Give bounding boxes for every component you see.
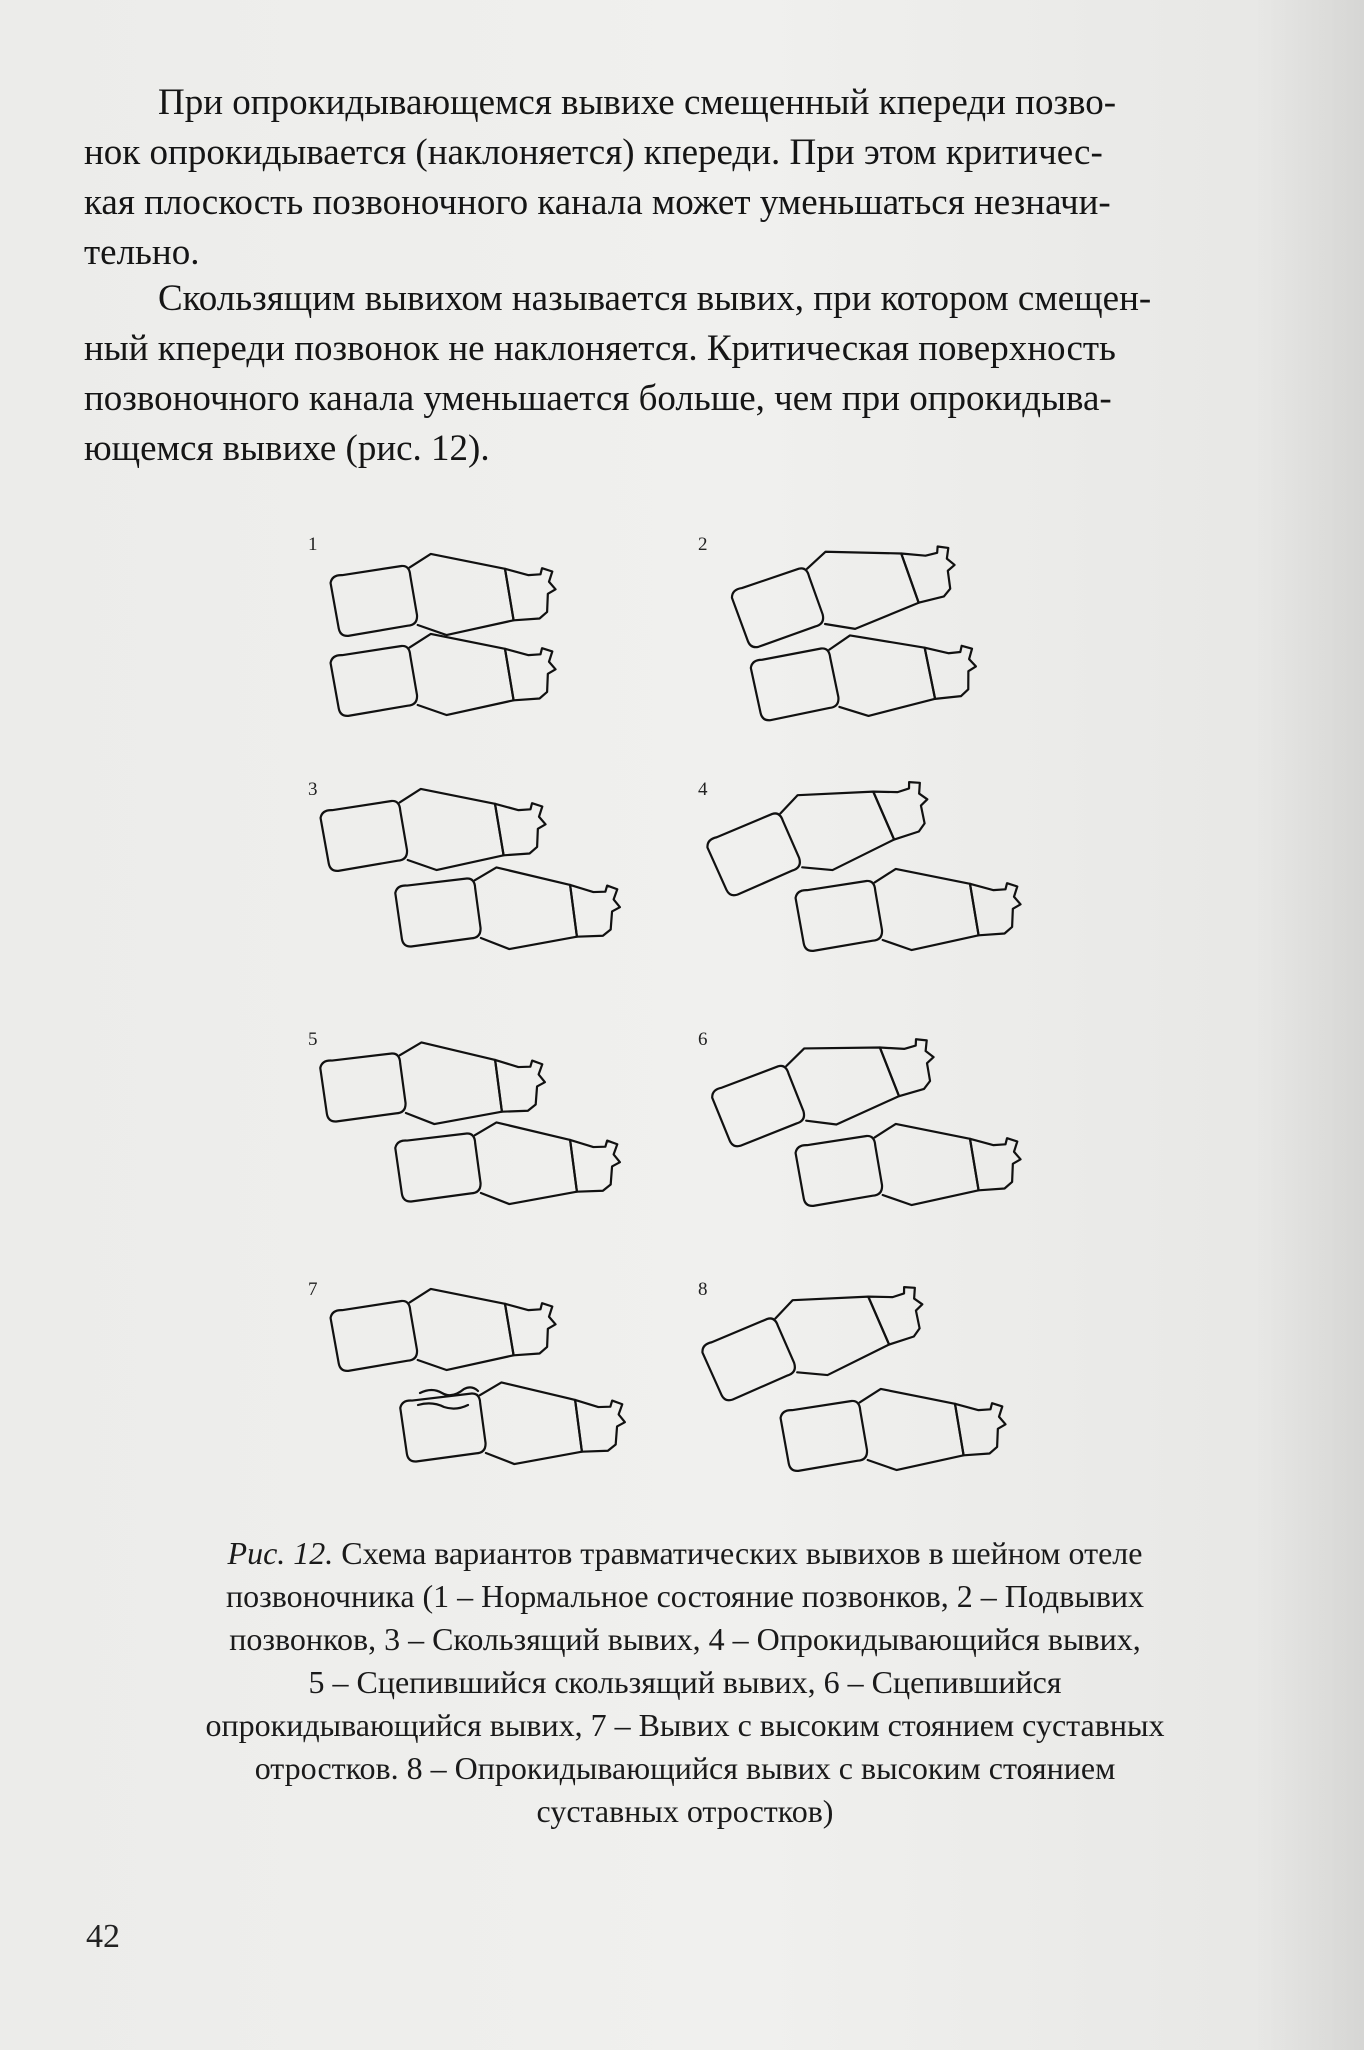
text-line: ный кпереди позвонок не наклоняется. Критическая поверхность (84, 328, 1116, 369)
figure-12-dislocation-diagram (300, 520, 1100, 1510)
vertebra-outline (794, 860, 1023, 957)
figure-panel-6 (698, 1015, 1023, 1213)
panel-label: 3 (308, 779, 318, 800)
text-line: нок опрокидывается (наклоняется) кпереди. При этом критичес- (84, 132, 1103, 173)
vertebra-outline (329, 545, 558, 642)
text-line: Скользящим вывихом называется вывих, при котором смещен- (158, 278, 1152, 319)
figure-panel-3 (308, 779, 621, 953)
caption-text: Схема вариантов травматических вывихов в шейном отеле (333, 1535, 1143, 1571)
text-line: позвоночного канала уменьшается больше, чем при опрокидыва- (84, 378, 1112, 419)
vertebra-outline (696, 1262, 934, 1409)
caption-line: позвонков, 3 – Скользящий вывих, 4 – Опрокидывающийся вывих, (229, 1621, 1141, 1657)
vertebra-outline (706, 1015, 944, 1156)
vertebra-outline (395, 863, 622, 953)
text-line: тельно. (84, 232, 200, 273)
figure-panel-4 (698, 757, 1023, 957)
panel-label: 1 (308, 534, 318, 555)
figure-panel-2 (698, 522, 980, 727)
vertebra-outline (329, 1280, 558, 1377)
text-line: При опрокидывающемся вывихе смещенный кпереди позво- (158, 82, 1117, 123)
caption-line: опрокидывающийся вывих, 7 – Вывих с высоким стоянием суставных (205, 1707, 1165, 1743)
figure-reference: Рис. 12. (227, 1535, 334, 1571)
panel-label: 6 (698, 1029, 708, 1050)
figure-panel-5 (308, 1029, 621, 1208)
figure-panel-8 (696, 1262, 1009, 1477)
vertebra-outline (319, 780, 548, 877)
page-number: 42 (86, 1918, 120, 1955)
vertebra-outline (329, 625, 558, 722)
figure-panel-1 (308, 534, 558, 723)
vertebra-outline (400, 1378, 627, 1468)
vertebra-outline (727, 522, 964, 656)
caption-line (110, 1532, 1260, 1575)
caption-line: суставных отростков) (536, 1793, 834, 1829)
vertebra-outline (794, 1115, 1023, 1212)
paragraph-sliding-dislocation (84, 274, 1280, 474)
paragraph-tipping-dislocation (84, 78, 1280, 278)
panel-label: 5 (308, 1029, 318, 1050)
panel-label: 4 (698, 779, 708, 800)
panel-label: 7 (308, 1279, 318, 1300)
text-line: кая плоскость позвоночного канала может уменьшаться незначи- (84, 182, 1111, 223)
vertebra-outline (395, 1118, 622, 1208)
figure-panel-7 (308, 1279, 626, 1468)
vertebra-outline (320, 1038, 547, 1128)
caption-line: отростков. 8 – Опрокидывающийся вывих с высоким стоянием (254, 1750, 1116, 1786)
panel-label: 2 (698, 534, 708, 555)
dislocation-diagram-svg (300, 520, 1100, 1510)
vertebra-outline (779, 1380, 1008, 1477)
caption-line: 5 – Сцепившийся скользящий вывих, 6 – Сцепившийся (308, 1664, 1062, 1700)
caption-line: позвоночника (1 – Нормальное состояние позвонков, 2 – Подвывих (225, 1578, 1145, 1614)
text-line: ющемся вывихе (рис. 12). (84, 428, 490, 469)
vertebra-outline (701, 757, 939, 904)
figure-caption (110, 1532, 1260, 1833)
panel-label: 8 (698, 1279, 708, 1300)
